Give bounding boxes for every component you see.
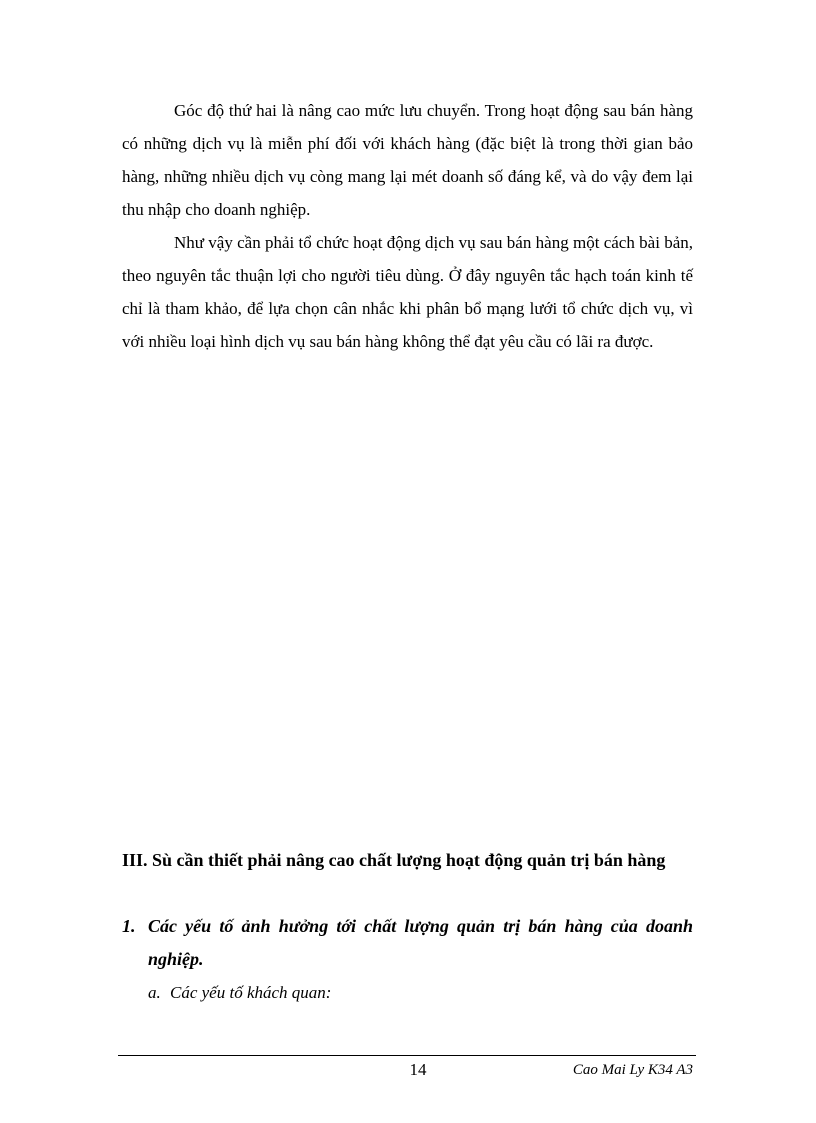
paragraph-2: Như vậy cần phải tổ chức hoạt động dịch vụ sau bán hàng một cách bài bản, theo nguyên tắc thuận lợi cho người tiêu dùng. Ở đây nguyên tắc hạch toán kinh tế chỉ là tham khảo, để lựa chọn cân nhắc khi phân bổ mạng lưới tổ chức dịch vụ, vì với nhiều loại hình dịch vụ sau bán hàng không thể đạt yêu cầu có lãi ra được. <box>122 233 693 351</box>
subsection-heading <box>122 910 693 976</box>
paragraph-1: Góc độ thứ hai là nâng cao mức lưu chuyển. Trong hoạt động sau bán hàng có những dịch vụ là miễn phí đối với khách hàng (đặc biệt là trong thời gian bảo hàng, những nhiều dịch vụ còng mang lại mét doanh số đáng kể, và do vậy đem lại thu nhập cho doanh nghiệp. <box>122 101 693 219</box>
page-number: 14 <box>409 1060 427 1079</box>
footer-divider <box>118 1055 696 1056</box>
sub-item <box>148 976 331 1009</box>
section-heading: III. Sù cần thiết phải nâng cao chất lượng hoạt động quản trị bán hàng <box>122 850 666 870</box>
sub-item-title: Các yếu tố khách quan: <box>170 983 332 1002</box>
footer-author: Cao Mai Ly K34 A3 <box>572 1062 693 1078</box>
subsection-number: 1. <box>122 916 136 936</box>
sub-item-letter: a. <box>148 983 161 1002</box>
subsection-title: Các yếu tố ảnh hưởng tới chất lượng quản trị bán hàng của doanh nghiệp. <box>148 916 693 969</box>
